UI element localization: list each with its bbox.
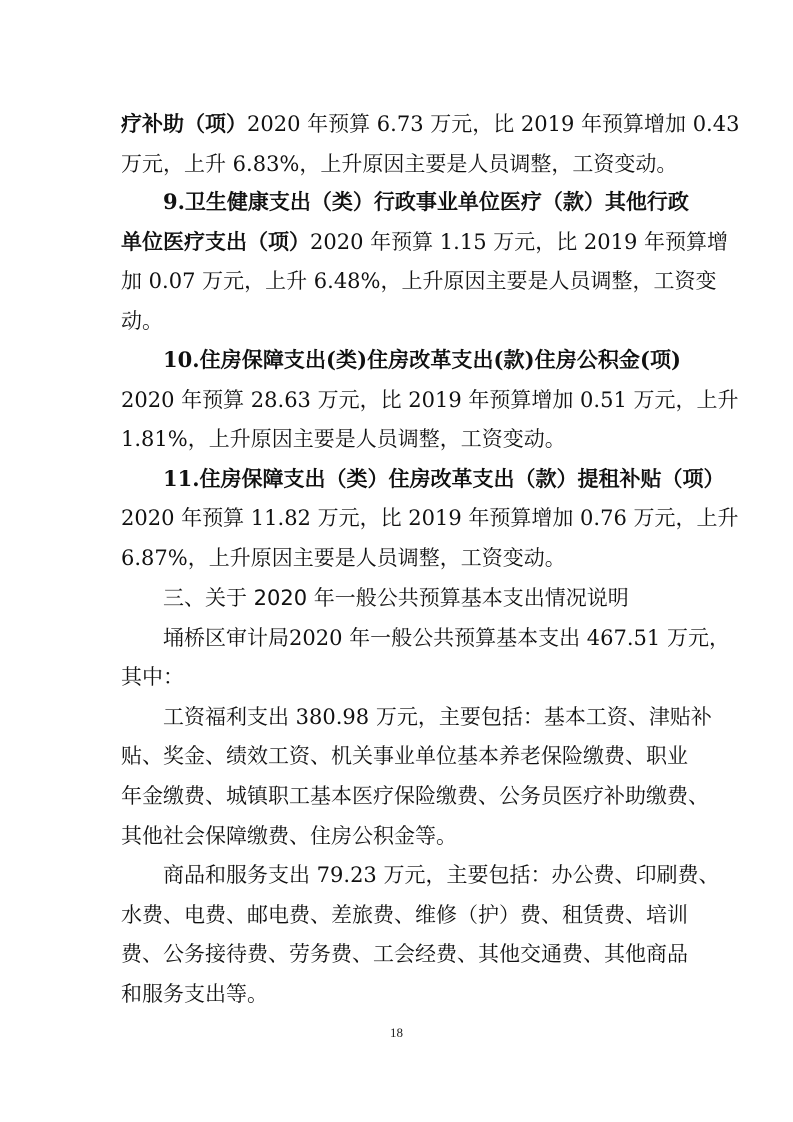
page-number: 18 [390,1025,403,1040]
paragraph-11-line-2: 2020 年预算 11.82 万元，比 2019 年预算增加 0.76 万元，上升 [121,506,739,530]
paragraph-10-line-2: 2020 年预算 28.63 万元，比 2019 年预算增加 0.51 万元，上升 [121,388,739,412]
paragraph-11-line-3: 6.87%，上升原因主要是人员调整，工资变动。 [121,546,566,570]
item-title: 疗补助（项） [121,111,247,136]
item-title: 单位医疗支出（项） [121,229,310,254]
paragraph-8-line-1 [121,109,740,139]
paragraph-9-title: 9.卫生健康支出（类）行政事业单位医疗（款）其他行政 [163,189,689,214]
paragraph-9-line-2 [121,227,729,257]
paragraph-11-title: 11.住房保障支出（类）住房改革支出（款）提租补贴（项） [163,466,725,491]
item-text: 2020 年预算 6.73 万元，比 2019 年预算增加 0.43 [247,112,740,136]
section-3-heading: 三、关于 2020 年一般公共预算基本支出情况说明 [163,586,629,610]
wages-line-4: 其他社会保障缴费、住房公积金等。 [121,824,457,848]
paragraph-9-line-4: 动。 [121,309,163,333]
paragraph-10-title: 10.住房保障支出(类)住房改革支出(款)住房公积金(项) [163,347,681,372]
section-3-line-1: 埇桥区审计局2020 年一般公共预算基本支出 467.51 万元， [163,626,730,650]
item-text: 2020 年预算 1.15 万元，比 2019 年预算增 [310,230,729,254]
goods-line-4: 和服务支出等。 [121,982,268,1006]
wages-line-1: 工资福利支出 380.98 万元，主要包括：基本工资、津贴补 [163,705,712,729]
section-3-line-2: 其中： [121,665,184,689]
goods-line-2: 水费、电费、邮电费、差旅费、维修（护）费、租赁费、培训 [121,903,688,927]
paragraph-10-line-3: 1.81%，上升原因主要是人员调整，工资变动。 [121,427,566,451]
wages-line-2: 贴、奖金、绩效工资、机关事业单位基本养老保险缴费、职业 [121,744,688,768]
wages-line-3: 年金缴费、城镇职工基本医疗保险缴费、公务员医疗补助缴费、 [121,784,709,808]
goods-line-3: 费、公务接待费、劳务费、工会经费、其他交通费、其他商品 [121,942,688,966]
paragraph-8-line-2: 万元，上升 6.83%，上升原因主要是人员调整，工资变动。 [121,152,678,176]
goods-line-1: 商品和服务支出 79.23 万元，主要包括：办公费、印刷费、 [163,863,720,887]
paragraph-9-line-3: 加 0.07 万元，上升 6.48%，上升原因主要是人员调整，工资变 [121,269,717,293]
